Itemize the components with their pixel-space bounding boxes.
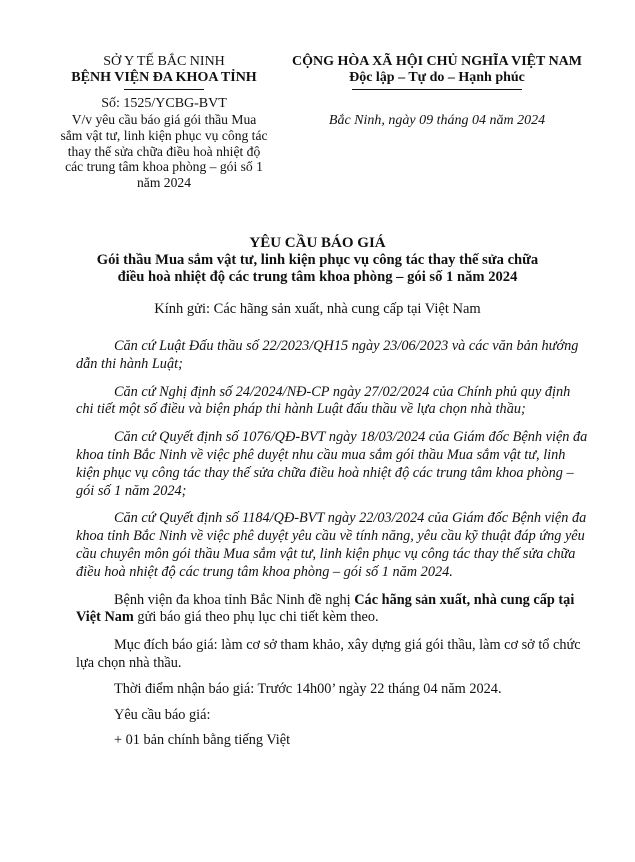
requirement-item: + 01 bản chính bằng tiếng Việt — [114, 732, 291, 749]
legal-basis-3: Căn cứ Quyết định số 1076/QĐ-BVT ngày 18/03/2024 của Giám đốc Bệnh viện đa khoa tỉnh Bắc Ninh về việc phê duyệt nhu cầu mua sắm gói thầu Mua sắm vật tư, linh kiện phục vụ công tác thay thế sửa chữa điều hoà nhiệt độ các trung tâm khoa phòng – gói số 1 năm 2024; — [76, 429, 588, 499]
document-subject — [55, 112, 273, 191]
document-body — [76, 338, 588, 750]
subject-line: thay thế sửa chữa điều hoà nhiệt độ — [67, 143, 261, 159]
national-motto: Độc lập – Tự do – Hạnh phúc — [349, 70, 525, 85]
deadline-paragraph: Thời điểm nhận báo giá: Trước 14h00’ ngày 22 tháng 04 năm 2024. — [114, 680, 502, 697]
purpose-paragraph: Mục đích báo giá: làm cơ sở tham khảo, xây dựng giá gói thầu, làm cơ sở tổ chức lựa chọn nhà thầu. — [76, 637, 581, 671]
document-number: Số: 1525/YCBG-BVT — [101, 96, 227, 111]
issuer-hospital: BỆNH VIỆN ĐA KHOA TỈNH — [71, 70, 257, 85]
legal-basis-2: Căn cứ Nghị định số 24/2024/NĐ-CP ngày 27/02/2024 của Chính phủ quy định chi tiết một số điều và biện pháp thi hành Luật đấu thầu về lựa chọn nhà thầu; — [76, 383, 571, 418]
requirements-heading: Yêu cầu báo giá: — [114, 706, 211, 723]
issuer-divider — [124, 89, 204, 90]
subject-line: các trung tâm khoa phòng – gói số 1 — [65, 159, 263, 175]
document-subtitle — [40, 252, 595, 286]
national-header — [282, 54, 592, 129]
request-suffix: gửi báo giá theo phụ lục chi tiết kèm theo. — [133, 609, 379, 626]
subject-line: năm 2024 — [137, 175, 191, 191]
request-paragraph — [76, 592, 588, 628]
nation-name: CỘNG HÒA XÃ HỘI CHỦ NGHĨA VIỆT NAM — [291, 54, 582, 69]
legal-basis-4: Căn cứ Quyết định số 1184/QĐ-BVT ngày 22/03/2024 của Giám đốc Bệnh viện đa khoa tỉnh Bắc Ninh về việc phê duyệt yêu cầu về tính năng, yêu cầu kỹ thuật đáp ứng yêu cầu chuyên môn gói thầu Mua sắm vật tư, linh kiện phục vụ công tác thay thế sửa chữa điều hoà nhiệt độ các trung tâm khoa phòng – gói số 1 năm 2024. — [76, 510, 587, 580]
request-prefix: Bệnh viện đa khoa tỉnh Bắc Ninh đề nghị — [114, 591, 355, 608]
subtitle-line: điều hoà nhiệt độ các trung tâm khoa phòng – gói số 1 năm 2024 — [117, 269, 518, 285]
motto-underline — [352, 89, 522, 90]
issuer-block — [55, 54, 273, 191]
document-title: YÊU CẦU BÁO GIÁ — [249, 235, 386, 251]
subject-line: V/v yêu cầu báo giá gói thầu Mua — [71, 112, 257, 127]
subtitle-line: Gói thầu Mua sắm vật tư, linh kiện phục vụ công tác thay thế sửa chữa — [96, 252, 539, 268]
legal-basis-1: Căn cứ Luật Đấu thầu số 22/2023/QH15 ngày 23/06/2023 và các văn bản hướng dẫn thi hành Luật; — [76, 338, 579, 372]
issue-date: Bắc Ninh, ngày 09 tháng 04 năm 2024 — [328, 113, 546, 128]
subject-line: sắm vật tư, linh kiện phục vụ công tác — [60, 127, 268, 143]
request-recipients: Các hãng sản xuất, nhà cung cấp tại Việt Nam — [76, 591, 575, 626]
recipient-line: Kính gửi: Các hãng sản xuất, nhà cung cấp tại Việt Nam — [154, 301, 481, 317]
issuer-org: SỞ Y TẾ BẮC NINH — [103, 54, 225, 69]
